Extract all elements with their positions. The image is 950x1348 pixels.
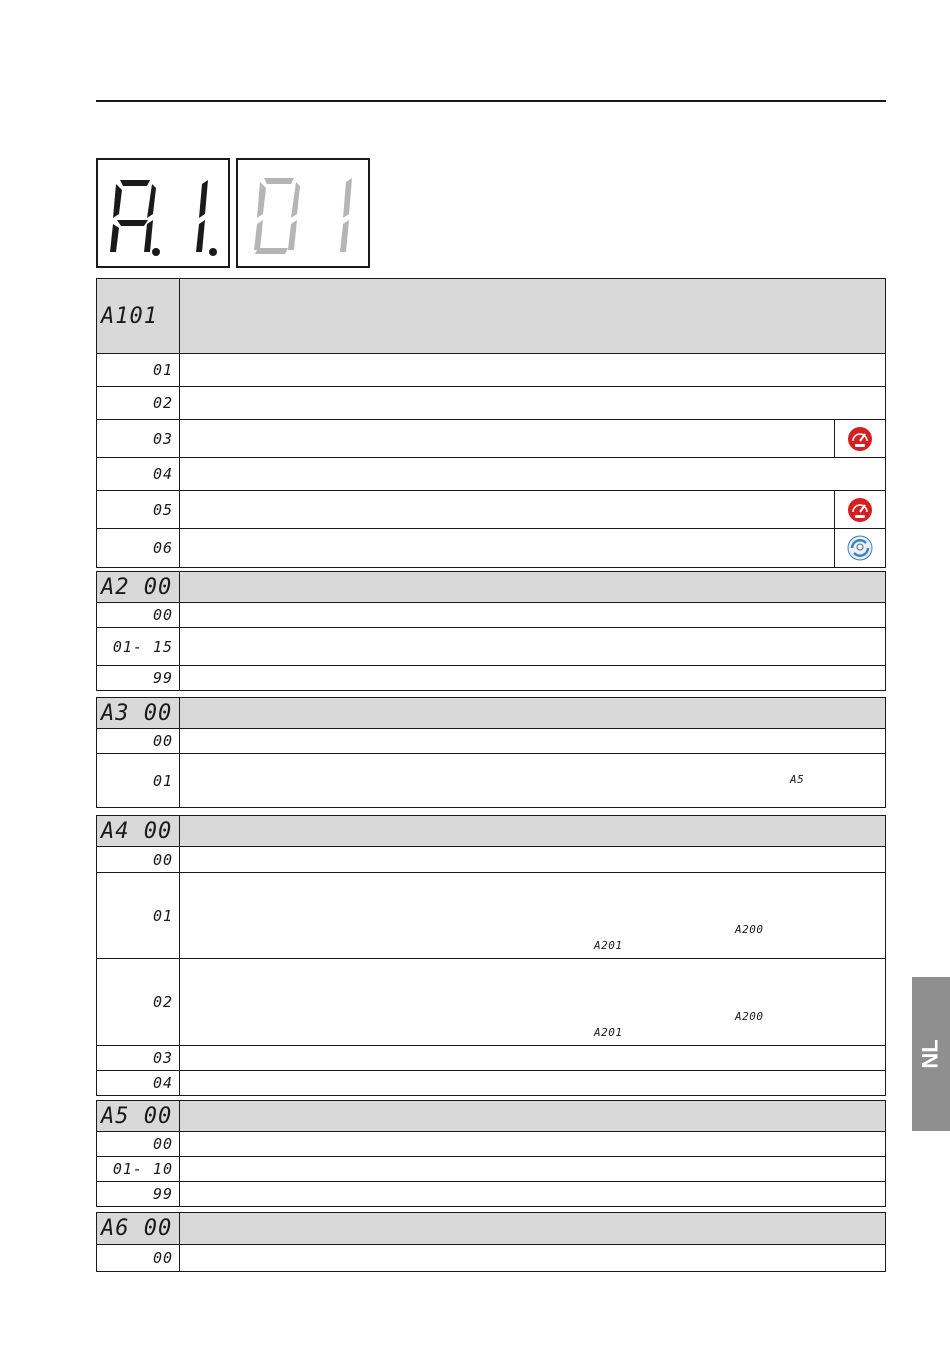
option-code: 03	[152, 429, 173, 448]
option-code: 00	[152, 732, 173, 750]
lcd-display-value	[236, 158, 370, 268]
option-code: 02	[152, 394, 173, 412]
table-header	[97, 1213, 885, 1245]
table-header	[97, 279, 885, 354]
option-code: 05	[152, 500, 173, 519]
table-row	[97, 628, 885, 666]
inline-code: A5	[790, 773, 805, 786]
table-row	[97, 959, 885, 1046]
language-tab-label: NL	[917, 1039, 943, 1069]
param-table-a1	[96, 278, 886, 568]
option-code: 01	[152, 906, 173, 925]
speedometer-icon	[847, 426, 873, 452]
table-row	[97, 1071, 885, 1095]
param-code: A6 00	[101, 1216, 173, 1241]
param-table-a2	[96, 571, 886, 691]
table-row	[97, 458, 885, 491]
table-row	[97, 354, 885, 387]
option-code: 06	[152, 539, 173, 557]
option-code: 03	[152, 1049, 173, 1067]
table-row	[97, 1245, 885, 1271]
option-code: 04	[152, 1074, 173, 1092]
option-code: 00	[152, 850, 173, 869]
option-code: 01- 15	[112, 637, 173, 656]
lcd-digits-a1	[98, 160, 228, 266]
table-row	[97, 603, 885, 628]
table-header	[97, 698, 885, 729]
param-table-a3	[96, 697, 886, 808]
table-row	[97, 1182, 885, 1206]
param-code: A101	[101, 303, 158, 329]
table-header	[97, 816, 885, 847]
option-code: 04	[152, 465, 173, 483]
table-row	[97, 666, 885, 690]
lcd-display-menu	[96, 158, 230, 268]
table-header	[97, 1101, 885, 1132]
speedometer-icon	[847, 497, 873, 523]
inline-code: A200	[735, 1010, 764, 1023]
option-code: 00	[152, 1249, 173, 1267]
table-row	[97, 1132, 885, 1157]
param-code: A5 00	[101, 1103, 173, 1129]
table-row	[97, 847, 885, 873]
option-code: 01	[152, 771, 173, 790]
option-code: 02	[152, 993, 173, 1011]
option-code: 00	[152, 606, 173, 624]
table-row	[97, 491, 885, 529]
param-table-a5	[96, 1100, 886, 1207]
table-row	[97, 729, 885, 754]
cycle-icon	[847, 535, 873, 561]
option-code: 99	[152, 1185, 173, 1203]
lcd-digits-01	[238, 160, 368, 266]
table-row	[97, 873, 885, 959]
option-code: 00	[152, 1135, 173, 1153]
param-table-a6	[96, 1212, 886, 1272]
top-rule	[96, 100, 886, 102]
param-code: A4 00	[101, 818, 173, 844]
table-header	[97, 572, 885, 603]
table-row	[97, 387, 885, 420]
param-table-a4	[96, 815, 886, 1096]
option-code: 01	[152, 361, 173, 379]
table-row	[97, 1046, 885, 1071]
inline-code: A201	[594, 1026, 623, 1039]
table-row	[97, 754, 885, 807]
option-code: 99	[152, 669, 173, 687]
table-row	[97, 1157, 885, 1182]
option-code: 01- 10	[112, 1160, 173, 1178]
table-row	[97, 420, 885, 458]
param-code: A3 00	[101, 700, 173, 726]
language-tab	[912, 977, 950, 1131]
inline-code: A201	[594, 939, 623, 952]
table-row	[97, 529, 885, 567]
param-code: A2 00	[101, 574, 173, 600]
inline-code: A200	[735, 923, 764, 936]
